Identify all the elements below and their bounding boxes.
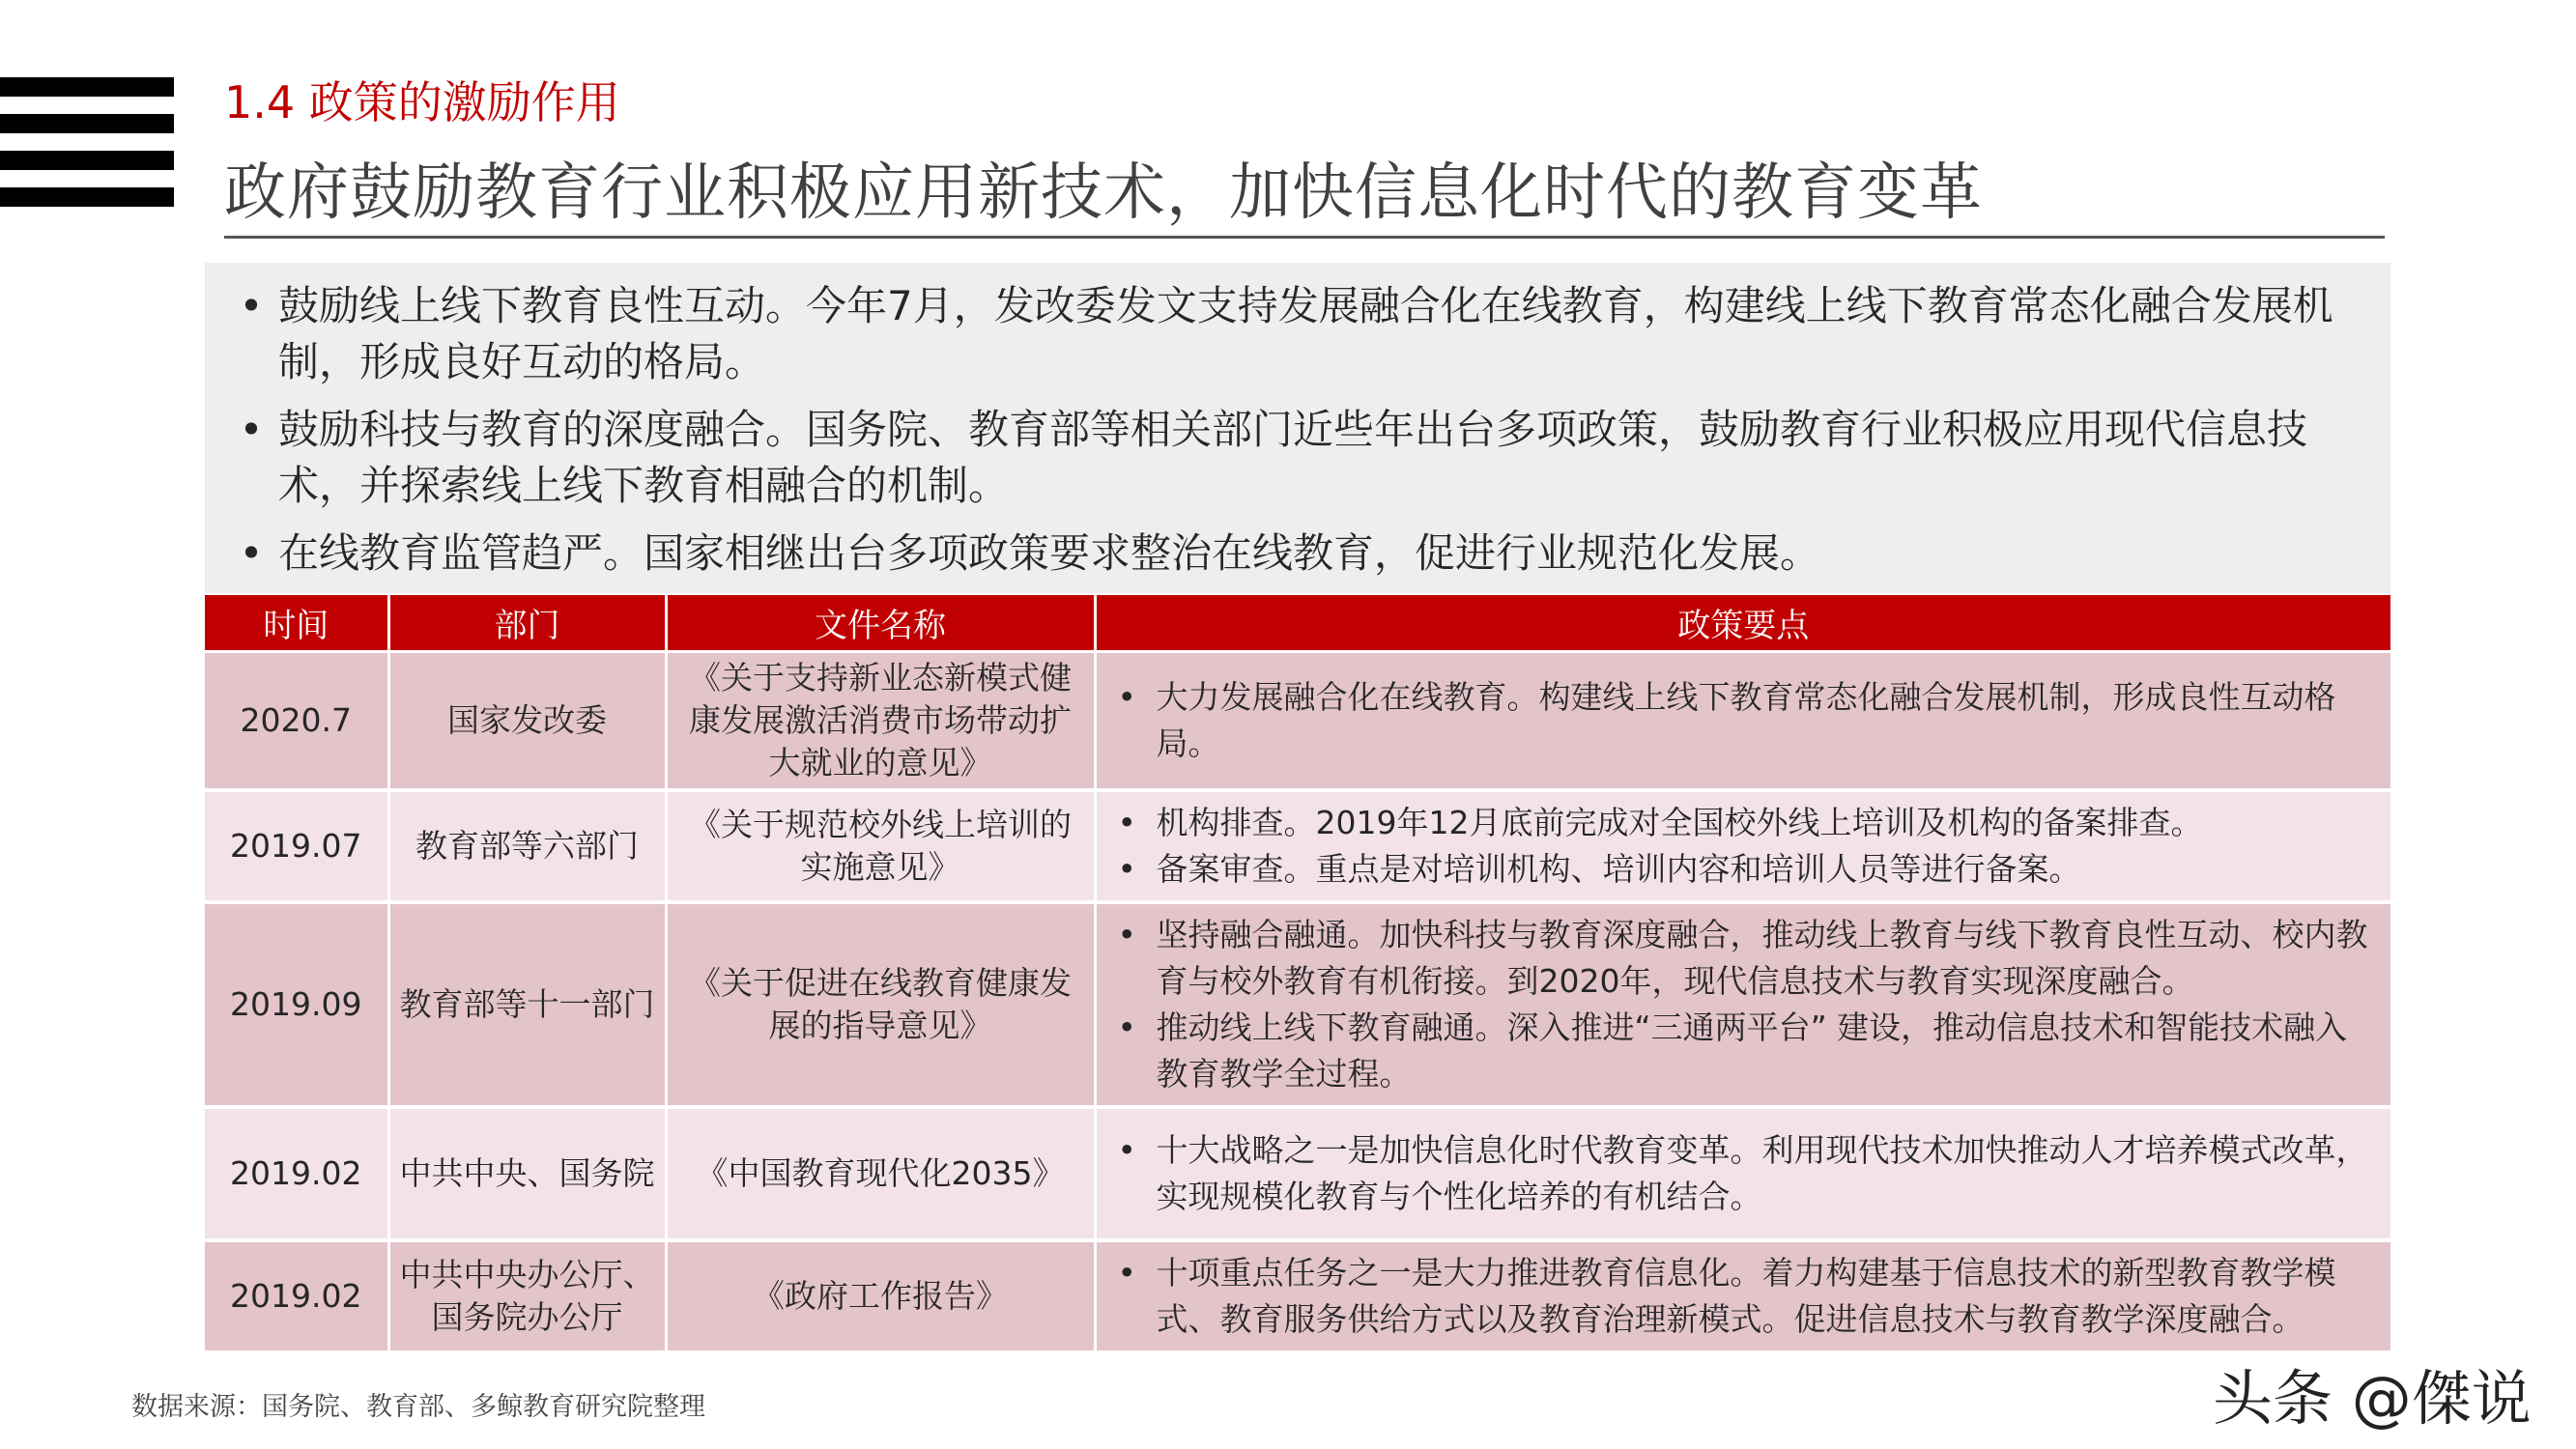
decoration-bar xyxy=(0,114,174,133)
page-title: 政府鼓励教育行业积极应用新技术，加快信息化时代的教育变革 xyxy=(224,157,1983,229)
cell-document: 《关于促进在线教育健康发展的指导意见》 xyxy=(666,902,1095,1107)
bullet-icon: • xyxy=(1117,1008,1136,1046)
header-time: 时间 xyxy=(205,595,388,651)
table-row xyxy=(205,1107,2390,1240)
cell-time: 2019.09 xyxy=(205,902,388,1107)
policy-point: • 十大战略之一是加快信息化时代教育变革。利用现代技术加快推动人才培养模式改革，实现规模化教育与个性化培养的有机结合。 xyxy=(1114,1127,2378,1220)
table-row xyxy=(205,1240,2390,1352)
bullet-item xyxy=(224,278,2371,390)
cell-document: 《政府工作报告》 xyxy=(666,1240,1095,1352)
cell-time: 2019.02 xyxy=(205,1240,388,1352)
cell-policy-points xyxy=(1095,1240,2390,1352)
policy-point: • 坚持融合融通。加快科技与教育深度融合，推动线上教育与线下教育良性互动、校内教育与校外教育有机衔接。到2020年，现代信息技术与教育实现深度融合。 xyxy=(1114,912,2378,1005)
policy-point: • 备案审查。重点是对培训机构、培训内容和培训人员等进行备案。 xyxy=(1114,846,2378,893)
header-document: 文件名称 xyxy=(666,595,1095,651)
policy-table xyxy=(205,595,2390,1354)
bullet-icon: • xyxy=(239,282,264,329)
table-row xyxy=(205,790,2390,902)
cell-department: 国家发改委 xyxy=(388,651,666,790)
table-row xyxy=(205,902,2390,1107)
policy-point: • 机构排查。2019年12月底前完成对全国校外线上培训及机构的备案排查。 xyxy=(1114,800,2378,846)
cell-time: 2019.07 xyxy=(205,790,388,902)
bullet-icon: • xyxy=(1117,1253,1136,1292)
policy-point: • 大力发展融合化在线教育。构建线上线下教育常态化融合发展机制，形成良性互动格局。 xyxy=(1114,674,2378,767)
header-policy-points: 政策要点 xyxy=(1095,595,2390,651)
bullet-icon: • xyxy=(1117,1130,1136,1169)
cell-policy-points xyxy=(1095,651,2390,790)
bullet-icon: • xyxy=(239,406,264,453)
bullet-text: 在线教育监管趋严。国家相继出台多项政策要求整治在线教育，促进行业规范化发展。 xyxy=(278,529,1821,577)
cell-policy-points xyxy=(1095,1107,2390,1240)
menu-lines-decoration xyxy=(0,77,174,224)
cell-time: 2020.7 xyxy=(205,651,388,790)
decoration-bar xyxy=(0,151,174,170)
bullet-text: 鼓励科技与教育的深度融合。国务院、教育部等相关部门近些年出台多项政策，鼓励教育行业积极应用现代信息技术，并探索线上线下教育相融合的机制。 xyxy=(278,406,2308,509)
decoration-bar xyxy=(0,187,174,207)
summary-bullets xyxy=(205,263,2390,593)
bullet-icon: • xyxy=(1117,677,1136,716)
cell-department: 中共中央办公厅、国务院办公厅 xyxy=(388,1240,666,1352)
cell-department: 教育部等十一部门 xyxy=(388,902,666,1107)
cell-document: 《中国教育现代化2035》 xyxy=(666,1107,1095,1240)
bullet-item xyxy=(224,402,2371,514)
header-department: 部门 xyxy=(388,595,666,651)
bullet-icon: • xyxy=(239,529,264,577)
data-source-note: 数据来源：国务院、教育部、多鲸教育研究院整理 xyxy=(131,1392,705,1422)
bullet-icon: • xyxy=(1117,915,1136,953)
table-header-row xyxy=(205,595,2390,651)
cell-department: 中共中央、国务院 xyxy=(388,1107,666,1240)
section-label: 1.4 政策的激励作用 xyxy=(224,76,620,128)
bullet-icon: • xyxy=(1117,803,1136,841)
decoration-bar xyxy=(0,77,174,97)
title-divider xyxy=(224,236,2385,239)
cell-policy-points xyxy=(1095,902,2390,1107)
bullet-text: 鼓励线上线下教育良性互动。今年7月，发改委发文支持发展融合化在线教育，构建线上线下教育常态化融合发展机制，形成良好互动的格局。 xyxy=(278,282,2333,385)
watermark: 头条 @傑说 xyxy=(2213,1363,2532,1434)
bullet-icon: • xyxy=(1117,849,1136,888)
cell-policy-points xyxy=(1095,790,2390,902)
cell-document: 《关于规范校外线上培训的实施意见》 xyxy=(666,790,1095,902)
table-row xyxy=(205,651,2390,790)
cell-time: 2019.02 xyxy=(205,1107,388,1240)
policy-point: • 十项重点任务之一是大力推进教育信息化。着力构建基于信息技术的新型教育教学模式、教育服务供给方式以及教育治理新模式。促进信息技术与教育教学深度融合。 xyxy=(1114,1250,2378,1343)
policy-point: • 推动线上线下教育融通。深入推进“三通两平台” 建设，推动信息技术和智能技术融入教育教学全过程。 xyxy=(1114,1005,2378,1097)
cell-department: 教育部等六部门 xyxy=(388,790,666,902)
bullet-item xyxy=(224,526,2371,582)
cell-document: 《关于支持新业态新模式健康发展激活消费市场带动扩大就业的意见》 xyxy=(666,651,1095,790)
